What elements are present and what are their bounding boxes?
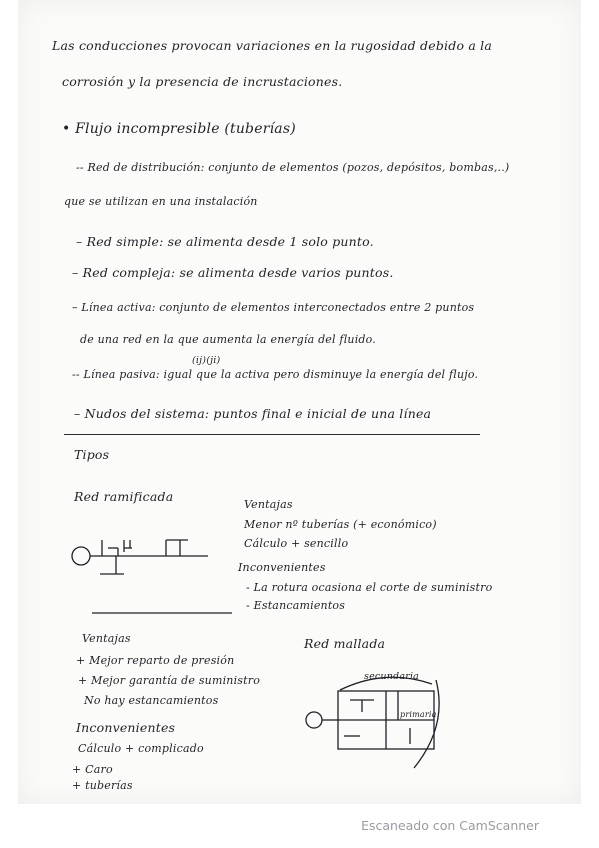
linea-pasiva-superscript: (ij)(ji) [192, 355, 221, 366]
ramificada-ventaja-2: Cálculo + sencillo [244, 537, 349, 550]
intro-line-1: Las conducciones provocan variaciones en la rugosidad debido a la [52, 38, 493, 53]
ramificada-inconveniente-1: - La rotura ocasiona el corte de suministro [246, 581, 493, 594]
mallada-inconveniente-1: Cálculo + complicado [78, 742, 204, 755]
red-distribucion-line-1: -- Red de distribución: conjunto de elementos (pozos, depósitos, bombas,..) [76, 161, 510, 174]
mallada-inconveniente-2: + Caro [72, 763, 113, 776]
camscanner-watermark: Escaneado con CamScanner [361, 818, 539, 833]
tipos-heading: Tipos [74, 447, 110, 462]
mallada-ventaja-1: + Mejor reparto de presión [76, 654, 235, 667]
ramificada-inconveniente-2: - Estancamientos [246, 599, 346, 612]
red-distribucion-line-2: que se utilizan en una instalación [64, 195, 258, 208]
section-heading: • Flujo incompresible (tuberías) [62, 121, 296, 137]
red-mallada-diagram [306, 677, 439, 768]
mallada-label-primaria: primaria [400, 710, 437, 719]
red-simple: – Red simple: se alimenta desde 1 solo punto. [76, 234, 374, 249]
red-ramificada-title: Red ramificada [74, 489, 174, 504]
linea-pasiva: -- Línea pasiva: igual que la activa pero disminuye la energía del flujo. [72, 368, 479, 381]
mallada-ventaja-3: No hay estancamientos [84, 694, 219, 707]
red-compleja: – Red compleja: se alimenta desde varios puntos. [72, 265, 394, 280]
mallada-inconveniente-3: + tuberías [72, 779, 133, 792]
ramificada-inconvenientes-title: Inconvenientes [238, 561, 326, 574]
ramificada-ventaja-1: Menor nº tuberías (+ económico) [244, 518, 437, 531]
mallada-ventajas-title: Ventajas [82, 632, 131, 645]
red-ramificada-diagram [72, 540, 208, 574]
mallada-label-secundaria: secundaria [364, 671, 420, 682]
mallada-ventaja-2: + Mejor garantía de suministro [78, 674, 261, 687]
intro-line-2: corrosión y la presencia de incrustaciones. [62, 74, 343, 89]
mallada-inconvenientes-title: Inconvenientes [76, 720, 176, 735]
linea-activa-line-1: – Línea activa: conjunto de elementos interconectados entre 2 puntos [72, 301, 475, 314]
ramificada-ventajas-title: Ventajas [244, 498, 293, 511]
nudos-del-sistema: – Nudos del sistema: puntos final e inicial de una línea [74, 406, 432, 421]
red-mallada-title: Red mallada [304, 636, 386, 651]
linea-activa-line-2: de una red en la que aumenta la energía del fluido. [80, 333, 376, 346]
